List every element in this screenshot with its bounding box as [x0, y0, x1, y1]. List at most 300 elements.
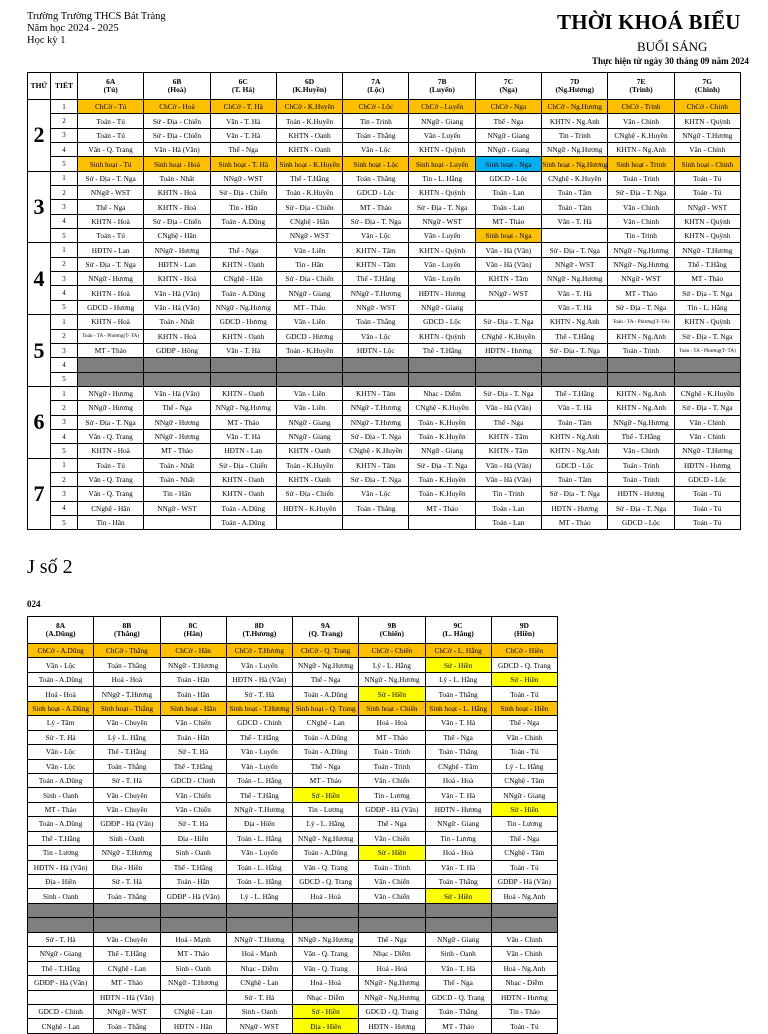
schedule-cell: Toán - Tú: [674, 171, 740, 185]
schedule-cell: KHTN - Quỳnh: [409, 243, 475, 257]
schedule-cell: Lý - L. Hằng: [226, 889, 292, 903]
table-row: [28, 730, 558, 744]
schedule-cell: Văn - Q. Trang: [78, 143, 144, 157]
schedule-cell: Văn - T. Hà: [542, 300, 608, 314]
schedule-cell: [409, 515, 475, 529]
schedule-cell: Tin - Trinh: [608, 229, 674, 243]
schedule-cell: MT - Thảo: [94, 976, 160, 990]
schedule-cell: Văn - Luyến: [409, 229, 475, 243]
schedule-cell: Sử - Địa - T. Nga: [78, 257, 144, 271]
schedule-cell: Hoá - Hoà: [359, 716, 425, 730]
table-row: [28, 415, 741, 429]
period-number: 4: [51, 286, 78, 300]
class-header: [608, 73, 674, 100]
schedule-cell: KHTN - Hoà: [144, 272, 210, 286]
table-row: [28, 429, 741, 443]
class-name: 6A: [106, 76, 116, 86]
table-row: [28, 918, 558, 932]
schedule-cell: GDĐP - Hà (Văn): [160, 889, 226, 903]
schedule-cell: Văn - T. Hà: [210, 429, 276, 443]
schedule-cell: NNgữ - Hương: [78, 386, 144, 400]
table-row: [28, 214, 741, 228]
schedule-cell: Toán - A.Dũng: [293, 846, 359, 860]
schedule-cell: Sinh hoạt - Chinh: [674, 157, 740, 171]
schedule-cell: Sinh hoạt - Thắng: [94, 701, 160, 715]
schedule-cell: Toán - Thắng: [94, 759, 160, 773]
schedule-cell: Thể - Nga: [144, 401, 210, 415]
schedule-cell: Toán - Tú: [674, 515, 740, 529]
schedule-cell: NNgữ - Hương: [78, 272, 144, 286]
class-teacher: (Tú): [103, 85, 118, 94]
schedule-cell: Toán - Nhất: [144, 171, 210, 185]
schedule-cell: Văn - Liên: [276, 386, 342, 400]
table-row: [28, 157, 741, 171]
table-row: [28, 358, 741, 372]
schedule-cell: ChCờ - Trinh: [608, 100, 674, 114]
schedule-cell: KHTN - Hoà: [78, 315, 144, 329]
class-header: [475, 73, 541, 100]
table-row: [28, 846, 558, 860]
schedule-cell: Toán - Thắng: [343, 171, 409, 185]
schedule-cell: MT - Thảo: [210, 415, 276, 429]
period-number: 2: [51, 401, 78, 415]
class-teacher: (Hiền): [514, 629, 535, 638]
schedule-cell: KHTN - Hoà: [144, 200, 210, 214]
period-number: 1: [51, 458, 78, 472]
schedule-cell: ChCờ - Chinh: [674, 100, 740, 114]
header-row: [28, 617, 558, 644]
schedule-cell: Tin - Lương: [28, 846, 94, 860]
schedule-cell: Sinh hoạt - Q. Trang: [293, 701, 359, 715]
schedule-cell: Thể - Nga: [359, 817, 425, 831]
table-row: [28, 372, 741, 386]
schedule-cell: KHTN - Oanh: [210, 472, 276, 486]
table-row: [28, 788, 558, 802]
table-row: [28, 976, 558, 990]
schedule-cell: KHTN - Tâm: [343, 386, 409, 400]
schedule-cell: NNgữ - Hương: [144, 415, 210, 429]
period-number: 3: [51, 415, 78, 429]
table-row: [28, 114, 741, 128]
schedule-cell: Sinh hoạt - Nga: [475, 229, 541, 243]
schedule-cell: MT - Thảo: [78, 343, 144, 357]
schedule-cell: Sinh hoạt - T. Hà: [210, 157, 276, 171]
schedule-cell: HĐTN - K.Huyền: [276, 501, 342, 515]
schedule-cell: [674, 358, 740, 372]
schedule-cell: CNghệ - K.Huyền: [674, 386, 740, 400]
schedule-cell: Địa - Hiền: [160, 831, 226, 845]
schedule-cell: Thể - T.Hằng: [608, 429, 674, 443]
schedule-cell: GDĐP - Hà (Văn): [28, 976, 94, 990]
class-name: 9A: [321, 620, 331, 630]
schedule-cell: Toán - Thắng: [425, 745, 491, 759]
schedule-cell: KHTN - Oanh: [276, 444, 342, 458]
class-name: 6B: [172, 76, 182, 86]
schedule-cell: [210, 372, 276, 386]
schedule-cell: [425, 918, 491, 932]
schedule-cell: HĐTN - Hương: [425, 802, 491, 816]
schedule-cell: Toán - Tâm: [542, 186, 608, 200]
schedule-cell: Tin - Lương: [491, 817, 557, 831]
schedule-cell: Toán - L. Hằng: [226, 875, 292, 889]
schedule-cell: NNgữ - T.Hương: [94, 687, 160, 701]
schedule-cell: Hoá - Hoà: [28, 687, 94, 701]
schedule-cell: Địa - Hiền: [226, 817, 292, 831]
schedule-cell: [409, 372, 475, 386]
schedule-cell: Tin - L. Hằng: [674, 300, 740, 314]
schedule-cell: Văn - Hà (Văn): [144, 143, 210, 157]
schedule-cell: MT - Thảo: [359, 730, 425, 744]
schedule-cell: Toán - Tú: [78, 114, 144, 128]
schedule-cell: Sử - Hiền: [425, 658, 491, 672]
class-header: [28, 617, 94, 644]
class-header: [144, 73, 210, 100]
schedule-cell: HĐTN - Hà (Văn): [226, 672, 292, 686]
schedule-cell: Sinh hoạt - Hân: [160, 701, 226, 715]
schedule-cell: Toán - Tâm: [542, 472, 608, 486]
period-number: 4: [51, 501, 78, 515]
schedule-cell: Hoá - Hoà: [425, 846, 491, 860]
period-number: 3: [51, 128, 78, 142]
schedule-cell: KHTN - Ng.Anh: [542, 315, 608, 329]
period-number: 4: [51, 143, 78, 157]
schedule-cell: Toán - K.Huyền: [276, 114, 342, 128]
section2-title: J số 2: [27, 556, 73, 578]
schedule-cell: KHTN - Hoà: [144, 329, 210, 343]
schedule-cell: Sử - Địa - Chiến: [144, 128, 210, 142]
period-number: 4: [51, 429, 78, 443]
schedule-cell: NNgữ - Giang: [425, 932, 491, 946]
class-header: [78, 73, 144, 100]
schedule-cell: Sử - Địa - T. Nga: [409, 458, 475, 472]
schedule-cell: Hoá - Ng.Anh: [491, 889, 557, 903]
schedule-cell: [475, 300, 541, 314]
schedule-cell: Sử - T. Hà: [28, 730, 94, 744]
schedule-cell: Toán - A.Dũng: [210, 214, 276, 228]
schedule-cell: KHTN - Ng.Anh: [542, 429, 608, 443]
schedule-cell: Thể - Nga: [491, 716, 557, 730]
schedule-cell: Sinh hoạt - Chiến: [359, 701, 425, 715]
schedule-cell: Sinh - Oanh: [28, 788, 94, 802]
schedule-cell: Thể - T.Hằng: [160, 860, 226, 874]
table-row: [28, 171, 741, 185]
table-row: [28, 687, 558, 701]
schedule-cell: GDĐP - Hà (Văn): [491, 875, 557, 889]
schedule-cell: Sinh - Oanh: [160, 961, 226, 975]
schedule-cell: [359, 903, 425, 917]
schedule-cell: GDCD - Chinh: [28, 1004, 94, 1018]
schedule-cell: KHTN - Tâm: [343, 257, 409, 271]
schedule-cell: NNgữ - WST: [94, 1004, 160, 1018]
schedule-cell: Toán - Nhất: [144, 315, 210, 329]
class-header: [542, 73, 608, 100]
schedule-cell: Văn - Chiến: [160, 788, 226, 802]
schedule-cell: GDĐP - Hà (Văn): [359, 802, 425, 816]
schedule-cell: Văn - Chuyên: [94, 802, 160, 816]
table-row: [28, 329, 741, 343]
schedule-cell: Sử - Địa - Chiến: [276, 272, 342, 286]
schedule-cell: Tin - Lương: [293, 802, 359, 816]
class-name: 7D: [570, 76, 580, 86]
schedule-cell: Văn - Chinh: [608, 214, 674, 228]
schedule-cell: Sinh hoạt - K.Huyền: [276, 157, 342, 171]
schedule-cell: HĐTN - Lan: [210, 444, 276, 458]
schedule-cell: ChCờ - Nga: [475, 100, 541, 114]
schedule-cell: HĐTN - Hương: [359, 1019, 425, 1033]
schedule-cell: GDCD - Q. Trang: [359, 1004, 425, 1018]
schedule-cell: [28, 903, 94, 917]
schedule-cell: NNgữ - WST: [409, 214, 475, 228]
class-teacher: (K.Huyền): [292, 85, 327, 94]
schedule-cell: Văn - Q. Trang: [293, 860, 359, 874]
schedule-cell: Nhạc - Diễm: [226, 961, 292, 975]
schedule-cell: NNgữ - WST: [542, 257, 608, 271]
schedule-cell: [276, 515, 342, 529]
schedule-cell: Thể - T.Hằng: [542, 329, 608, 343]
table-row: [28, 286, 741, 300]
schedule-cell: Toán - Thắng: [343, 501, 409, 515]
table-row: [28, 1004, 558, 1018]
schedule-cell: [425, 903, 491, 917]
period-number: 5: [51, 372, 78, 386]
table-row: [28, 272, 741, 286]
schedule-cell: GDCD - Lộc: [409, 315, 475, 329]
schedule-cell: Toán - Tâm: [542, 200, 608, 214]
schedule-cell: Văn - Lộc: [28, 759, 94, 773]
school-year: Năm học 2024 - 2025: [27, 23, 119, 34]
schedule-cell: NNgữ - WST: [674, 200, 740, 214]
table-row: [28, 817, 558, 831]
schedule-cell: Toán - Nhất: [144, 458, 210, 472]
table-row: [28, 860, 558, 874]
schedule-cell: Toán - Hân: [160, 875, 226, 889]
schedule-cell: Toán - Thắng: [343, 128, 409, 142]
schedule-cell: Thể - T.Hằng: [28, 961, 94, 975]
session-label: BUỔI SÁNG: [637, 39, 708, 54]
schedule-cell: Thể - Nga: [210, 243, 276, 257]
schedule-cell: [226, 903, 292, 917]
schedule-cell: NNgữ - Ng.Hương: [210, 401, 276, 415]
schedule-cell: GDCD - Hương: [276, 329, 342, 343]
schedule-cell: [210, 229, 276, 243]
schedule-cell: NNgữ - T.Hương: [674, 128, 740, 142]
class-name: 9C: [453, 620, 463, 630]
schedule-cell: Văn - Q. Trang: [293, 961, 359, 975]
table-row: [28, 990, 558, 1004]
class-name: 7C: [503, 76, 514, 86]
schedule-cell: Sử - Địa - T. Nga: [409, 200, 475, 214]
class-header: [210, 73, 276, 100]
schedule-cell: Toán - Trinh: [359, 860, 425, 874]
schedule-cell: Toán - Tú: [674, 487, 740, 501]
schedule-cell: Sử - Địa - Chiến: [210, 458, 276, 472]
schedule-cell: NNgữ - Ng.Hương: [293, 831, 359, 845]
schedule-cell: NNgữ - Ng.Hương: [293, 932, 359, 946]
schedule-cell: Toán - TA - Phương(T- TA): [674, 343, 740, 357]
schedule-cell: ChCờ - Luyến: [409, 100, 475, 114]
schedule-cell: ChCờ - Ng.Hương: [542, 100, 608, 114]
schedule-cell: MT - Thảo: [160, 947, 226, 961]
schedule-cell: [94, 903, 160, 917]
schedule-cell: [94, 918, 160, 932]
schedule-cell: Tin - Trinh: [475, 487, 541, 501]
schedule-cell: Tin - Hân: [210, 200, 276, 214]
schedule-cell: Văn - Liên: [276, 401, 342, 415]
schedule-cell: Văn - Lộc: [343, 229, 409, 243]
table-row: [28, 947, 558, 961]
schedule-cell: Toán - Hân: [160, 672, 226, 686]
schedule-cell: Văn - Q. Trang: [78, 472, 144, 486]
class-header: [409, 73, 475, 100]
schedule-cell: Sử - Hiền: [293, 788, 359, 802]
class-teacher: (Chinh): [694, 85, 720, 94]
schedule-cell: Toán - Lan: [475, 515, 541, 529]
schedule-cell: ChCờ - Hoà: [144, 100, 210, 114]
schedule-cell: CNghệ - Lan: [28, 1019, 94, 1033]
table-row: [28, 401, 741, 415]
schedule-cell: ChCờ - T. Hà: [210, 100, 276, 114]
table-row: [28, 515, 741, 529]
schedule-cell: Tin - Trinh: [542, 128, 608, 142]
schedule-cell: Văn - Hà (Văn): [475, 472, 541, 486]
schedule-cell: Sử - Địa - T. Nga: [542, 343, 608, 357]
schedule-cell: Hoá - Mạnh: [160, 932, 226, 946]
schedule-cell: Văn - T. Hà: [425, 716, 491, 730]
schedule-cell: Sinh - Oanh: [28, 889, 94, 903]
class-teacher: (Chiến): [379, 629, 404, 638]
schedule-cell: Toán - Thắng: [94, 658, 160, 672]
schedule-cell: Hoá - Hoà: [425, 773, 491, 787]
schedule-cell: Sử - Địa - T. Nga: [475, 315, 541, 329]
schedule-cell: NNgữ - T.Hương: [94, 846, 160, 860]
schedule-cell: [608, 358, 674, 372]
schedule-cell: Toán - TA - Phương(T- TA): [78, 329, 144, 343]
schedule-cell: NNgữ - Giang: [28, 947, 94, 961]
schedule-cell: Địa - Hiền: [94, 860, 160, 874]
schedule-cell: NNgữ - Ng.Hương: [359, 990, 425, 1004]
schedule-cell: Sử - Địa - T. Nga: [674, 401, 740, 415]
schedule-cell: ChCờ - K.Huyền: [276, 100, 342, 114]
schedule-cell: Thể - T.Hằng: [542, 386, 608, 400]
schedule-cell: Toán - K.Huyền: [276, 186, 342, 200]
schedule-cell: NNgữ - Ng.Hương: [293, 658, 359, 672]
schedule-cell: Văn - Luyến: [226, 846, 292, 860]
period-number: 2: [51, 472, 78, 486]
schedule-cell: Toán - Thắng: [94, 1019, 160, 1033]
schedule-cell: CNghệ - K.Huyền: [542, 171, 608, 185]
schedule-cell: Văn - Chiến: [359, 875, 425, 889]
schedule-cell: NNgữ - Giang: [276, 429, 342, 443]
class-teacher: (Trinh): [629, 85, 653, 94]
schedule-cell: Sử - Địa - T. Nga: [343, 429, 409, 443]
schedule-cell: GDCD - Q. Trang: [425, 990, 491, 1004]
schedule-cell: Sử - Địa - T. Nga: [542, 487, 608, 501]
schedule-cell: Thể - T.Hằng: [94, 947, 160, 961]
schedule-cell: Văn - Hà (Văn): [475, 243, 541, 257]
table-row: [28, 128, 741, 142]
schedule-cell: Sinh - Oanh: [94, 831, 160, 845]
schedule-cell: Văn - Chinh: [674, 143, 740, 157]
schedule-cell: Toán - A.Dũng: [28, 773, 94, 787]
class-header: [160, 617, 226, 644]
schedule-cell: HĐTN - Hân: [160, 1019, 226, 1033]
schedule-cell: KHTN - Ng.Anh: [608, 401, 674, 415]
schedule-cell: KHTN - Tâm: [343, 458, 409, 472]
schedule-cell: Sinh hoạt - Ng.Hương: [542, 157, 608, 171]
day-label: 7: [28, 458, 51, 530]
schedule-cell: Tin - Hân: [78, 515, 144, 529]
schedule-cell: Văn - Chinh: [491, 932, 557, 946]
schedule-cell: Văn - Liên: [276, 315, 342, 329]
schedule-cell: Văn - Q. Trang: [78, 487, 144, 501]
schedule-cell: Toán - Nhất: [144, 472, 210, 486]
schedule-cell: NNgữ - T.Hương: [343, 415, 409, 429]
schedule-cell: NNgữ - T.Hương: [160, 658, 226, 672]
schedule-cell: NNgữ - Hương: [144, 243, 210, 257]
schedule-cell: ChCờ - L. Hằng: [425, 644, 491, 658]
schedule-cell: [160, 903, 226, 917]
schedule-cell: [475, 358, 541, 372]
class-header: [293, 617, 359, 644]
schedule-cell: KHTN - Ng.Anh: [608, 386, 674, 400]
schedule-cell: MT - Thảo: [28, 802, 94, 816]
school-info: [27, 11, 166, 47]
schedule-cell: Toán - A.Dũng: [210, 501, 276, 515]
table-row: [28, 229, 741, 243]
schedule-cell: Toán - Tú: [491, 1019, 557, 1033]
schedule-cell: MT - Thảo: [608, 286, 674, 300]
schedule-cell: KHTN - Quỳnh: [674, 114, 740, 128]
period-number: 4: [51, 214, 78, 228]
schedule-cell: Sử - Địa - T. Nga: [343, 472, 409, 486]
schedule-cell: Sử - Hiền: [491, 802, 557, 816]
schedule-cell: [475, 372, 541, 386]
class-teacher: (T.Hương): [242, 629, 277, 638]
schedule-cell: GDCD - Lộc: [608, 515, 674, 529]
period-number: 3: [51, 487, 78, 501]
class-teacher: (Q. Trang): [308, 629, 343, 638]
schedule-cell: [343, 515, 409, 529]
schedule-cell: Toán - Tú: [491, 687, 557, 701]
class-teacher: (Nga): [499, 85, 518, 94]
schedule-cell: Thể - Nga: [293, 759, 359, 773]
schedule-cell: MT - Thảo: [542, 515, 608, 529]
schedule-cell: KHTN - Hoà: [78, 444, 144, 458]
schedule-cell: Lý - L. Hằng: [359, 658, 425, 672]
schedule-cell: [674, 372, 740, 386]
schedule-cell: Toán - Hân: [160, 730, 226, 744]
schedule-cell: [28, 990, 94, 1004]
schedule-cell: Văn - Lộc: [343, 487, 409, 501]
schedule-cell: NNgữ - Giang: [425, 817, 491, 831]
table-row: [28, 343, 741, 357]
schedule-cell: NNgữ - Ng.Hương: [542, 143, 608, 157]
schedule-cell: Thể - Nga: [491, 831, 557, 845]
schedule-cell: CNghệ - Lan: [226, 976, 292, 990]
period-number: 1: [51, 386, 78, 400]
schedule-cell: KHTN - Quỳnh: [674, 229, 740, 243]
table-row: [28, 802, 558, 816]
class-header: [359, 617, 425, 644]
schedule-cell: NNgữ - Ng.Hương: [542, 272, 608, 286]
schedule-cell: Sinh - Oanh: [425, 947, 491, 961]
day-label: 6: [28, 386, 51, 458]
schedule-cell: Toán - Thắng: [94, 889, 160, 903]
schedule-cell: Toán - K.Huyền: [409, 487, 475, 501]
period-number: 2: [51, 186, 78, 200]
schedule-cell: Thể - T.Hằng: [674, 257, 740, 271]
schedule-cell: Sử - Địa - T. Nga: [78, 415, 144, 429]
